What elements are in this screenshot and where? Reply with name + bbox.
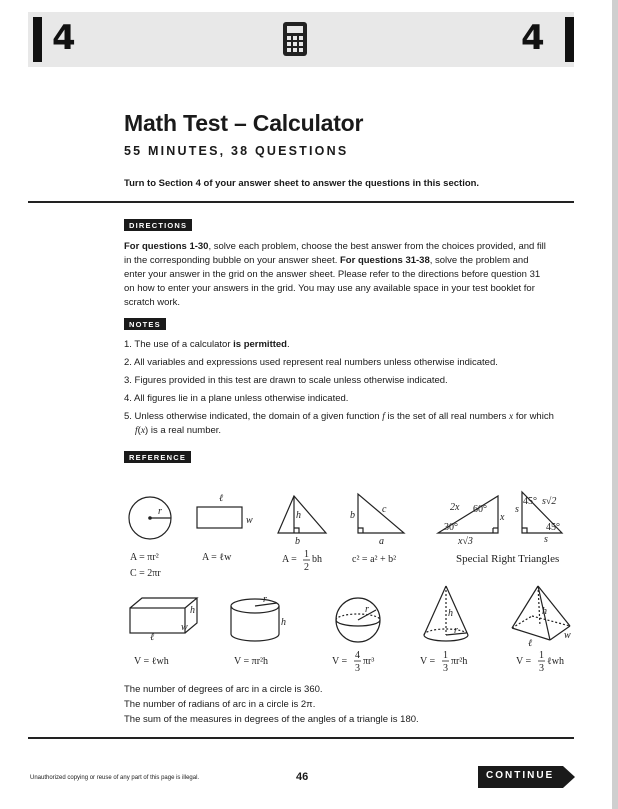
- sphere-volume-prefix: V =: [332, 656, 348, 667]
- pyramid-figure: [512, 586, 570, 640]
- fact-degrees: The number of degrees of arc in a circle is 360.: [124, 684, 323, 695]
- triangle-area-suffix: bh: [312, 554, 322, 565]
- pythag-a-label: a: [379, 536, 384, 547]
- directions-q1-bold: For questions 1-30: [124, 241, 209, 252]
- sphere-radius-label: r: [365, 604, 369, 615]
- sphere-frac-den: 3: [355, 663, 360, 674]
- cone-frac-den: 3: [443, 663, 448, 674]
- pythag-formula: c² = a² + b²: [352, 554, 397, 565]
- box-width-label: w: [181, 622, 188, 633]
- triangle-area-prefix: A =: [282, 554, 297, 565]
- page-title: Math Test – Calculator: [124, 110, 364, 136]
- cylinder-radius-label: r: [263, 594, 267, 605]
- rectangle-width-label: w: [246, 515, 253, 526]
- special-45-angle-top: 45°: [523, 496, 537, 507]
- box-volume-formula: V = ℓwh: [134, 656, 169, 667]
- note-3: 3. Figures provided in this test are drawn to scale unless otherwise indicated.: [124, 375, 448, 386]
- special-30-angle: 30°: [444, 522, 458, 533]
- pythag-c-label: c: [382, 504, 387, 515]
- cone-radius-label: r: [454, 625, 458, 636]
- special-60-angle: 60°: [473, 504, 487, 515]
- special-45-hyp: s√2: [542, 496, 557, 507]
- sphere-frac-num: 4: [355, 650, 360, 661]
- section-number-right: 4: [521, 18, 545, 58]
- special-30-60-base: x√3: [458, 536, 473, 547]
- directions-q1-text: , solve each problem, choose the best answer from the choices provided, and fill in the corresponding bubble on your answer sheet.: [124, 241, 546, 266]
- cylinder-volume-formula: V = πr²h: [234, 656, 269, 667]
- directions-q2-bold: For questions 31-38: [340, 255, 430, 266]
- note-2: 2. All variables and expressions used represent real numbers unless otherwise indicated.: [124, 357, 498, 368]
- box-height-label: h: [190, 605, 195, 616]
- pyramid-volume-prefix: V =: [516, 656, 532, 667]
- reference-label: REFERENCE: [124, 451, 191, 463]
- box-length-label: ℓ: [150, 632, 155, 643]
- special-45-base: s: [544, 534, 548, 545]
- pyramid-frac-den: 3: [539, 663, 544, 674]
- continue-label: CONTINUE: [486, 770, 555, 781]
- page-edge: [612, 0, 618, 809]
- section-marker-right: [565, 17, 574, 62]
- notes-label: NOTES: [124, 318, 166, 330]
- copyright-notice: Unauthorized copying or reuse of any part of this page is illegal.: [30, 775, 200, 781]
- pyramid-length-label: ℓ: [528, 638, 533, 649]
- circle-circumference-formula: C = 2πr: [130, 568, 161, 579]
- circle-radius-label: r: [158, 506, 162, 517]
- section-instruction: Turn to Section 4 of your answer sheet to answer the questions in this section.: [124, 178, 480, 189]
- divider-top: [28, 201, 574, 203]
- cone-volume-suffix: πr²h: [451, 656, 468, 667]
- note-1: 1. The use of a calculator is permitted.: [124, 339, 290, 350]
- pyramid-height-label: h: [542, 606, 547, 617]
- section-number-left: 4: [52, 18, 76, 58]
- pyramid-volume-suffix: ℓwh: [547, 656, 565, 667]
- cone-height-label: h: [448, 608, 453, 619]
- special-45-angle-bottom: 45°: [546, 522, 560, 533]
- reference-figures: [118, 478, 578, 688]
- cone-frac-num: 1: [443, 650, 448, 661]
- calculator-icon: [283, 22, 307, 56]
- note-5: 5. Unless otherwise indicated, the domain of a given function f is the set of all real numbers x for which f(x) is a real number.: [124, 411, 554, 436]
- directions-text: [124, 240, 549, 310]
- special-30-60-leg: x: [500, 512, 505, 523]
- sphere-volume-suffix: πr³: [363, 656, 375, 667]
- pyramid-width-label: w: [564, 630, 571, 641]
- pyramid-frac-num: 1: [539, 650, 544, 661]
- pythag-b-label: b: [350, 510, 355, 521]
- triangle-height-label: h: [296, 510, 301, 521]
- page-subtitle: 55 MINUTES, 38 QUESTIONS: [124, 144, 349, 158]
- rectangle-figure: [197, 507, 242, 528]
- page-number: 46: [296, 771, 309, 783]
- fact-triangle-sum: The sum of the measures in degrees of the angles of a triangle is 180.: [124, 714, 419, 725]
- reference-facts: [124, 682, 419, 727]
- directions-label: DIRECTIONS: [124, 219, 192, 231]
- cone-figure: [424, 586, 468, 641]
- circle-area-formula: A = πr²: [130, 552, 159, 563]
- triangle-frac-num: 1: [304, 549, 309, 560]
- sphere-figure: [336, 598, 380, 642]
- special-30-60-hyp: 2x: [450, 502, 460, 513]
- cylinder-figure: [231, 599, 279, 641]
- fact-radians: The number of radians of arc in a circle is 2π.: [124, 699, 316, 710]
- notes-list: [124, 338, 554, 442]
- cylinder-height-label: h: [281, 617, 286, 628]
- triangle-frac-den: 2: [304, 562, 309, 573]
- triangle-base-label: b: [295, 536, 300, 547]
- pythagorean-figure: [358, 494, 404, 533]
- note-4: 4. All figures lie in a plane unless otherwise indicated.: [124, 393, 349, 404]
- triangle-figure: [278, 496, 326, 533]
- special-45-side: s: [515, 504, 519, 515]
- special-triangles-caption: Special Right Triangles: [456, 553, 560, 565]
- section-marker-left: [33, 17, 42, 62]
- directions-q2-text: , solve the problem and enter your answer in the grid on the answer sheet. Please refer to the directions before question 31 on how to enter your answers in the grid. You may use any available space in your test booklet for scratch work.: [124, 255, 541, 308]
- cone-volume-prefix: V =: [420, 656, 436, 667]
- divider-bottom: [28, 737, 574, 739]
- rectangle-length-label: ℓ: [219, 493, 224, 504]
- rectangle-area-formula: A = ℓw: [202, 552, 232, 563]
